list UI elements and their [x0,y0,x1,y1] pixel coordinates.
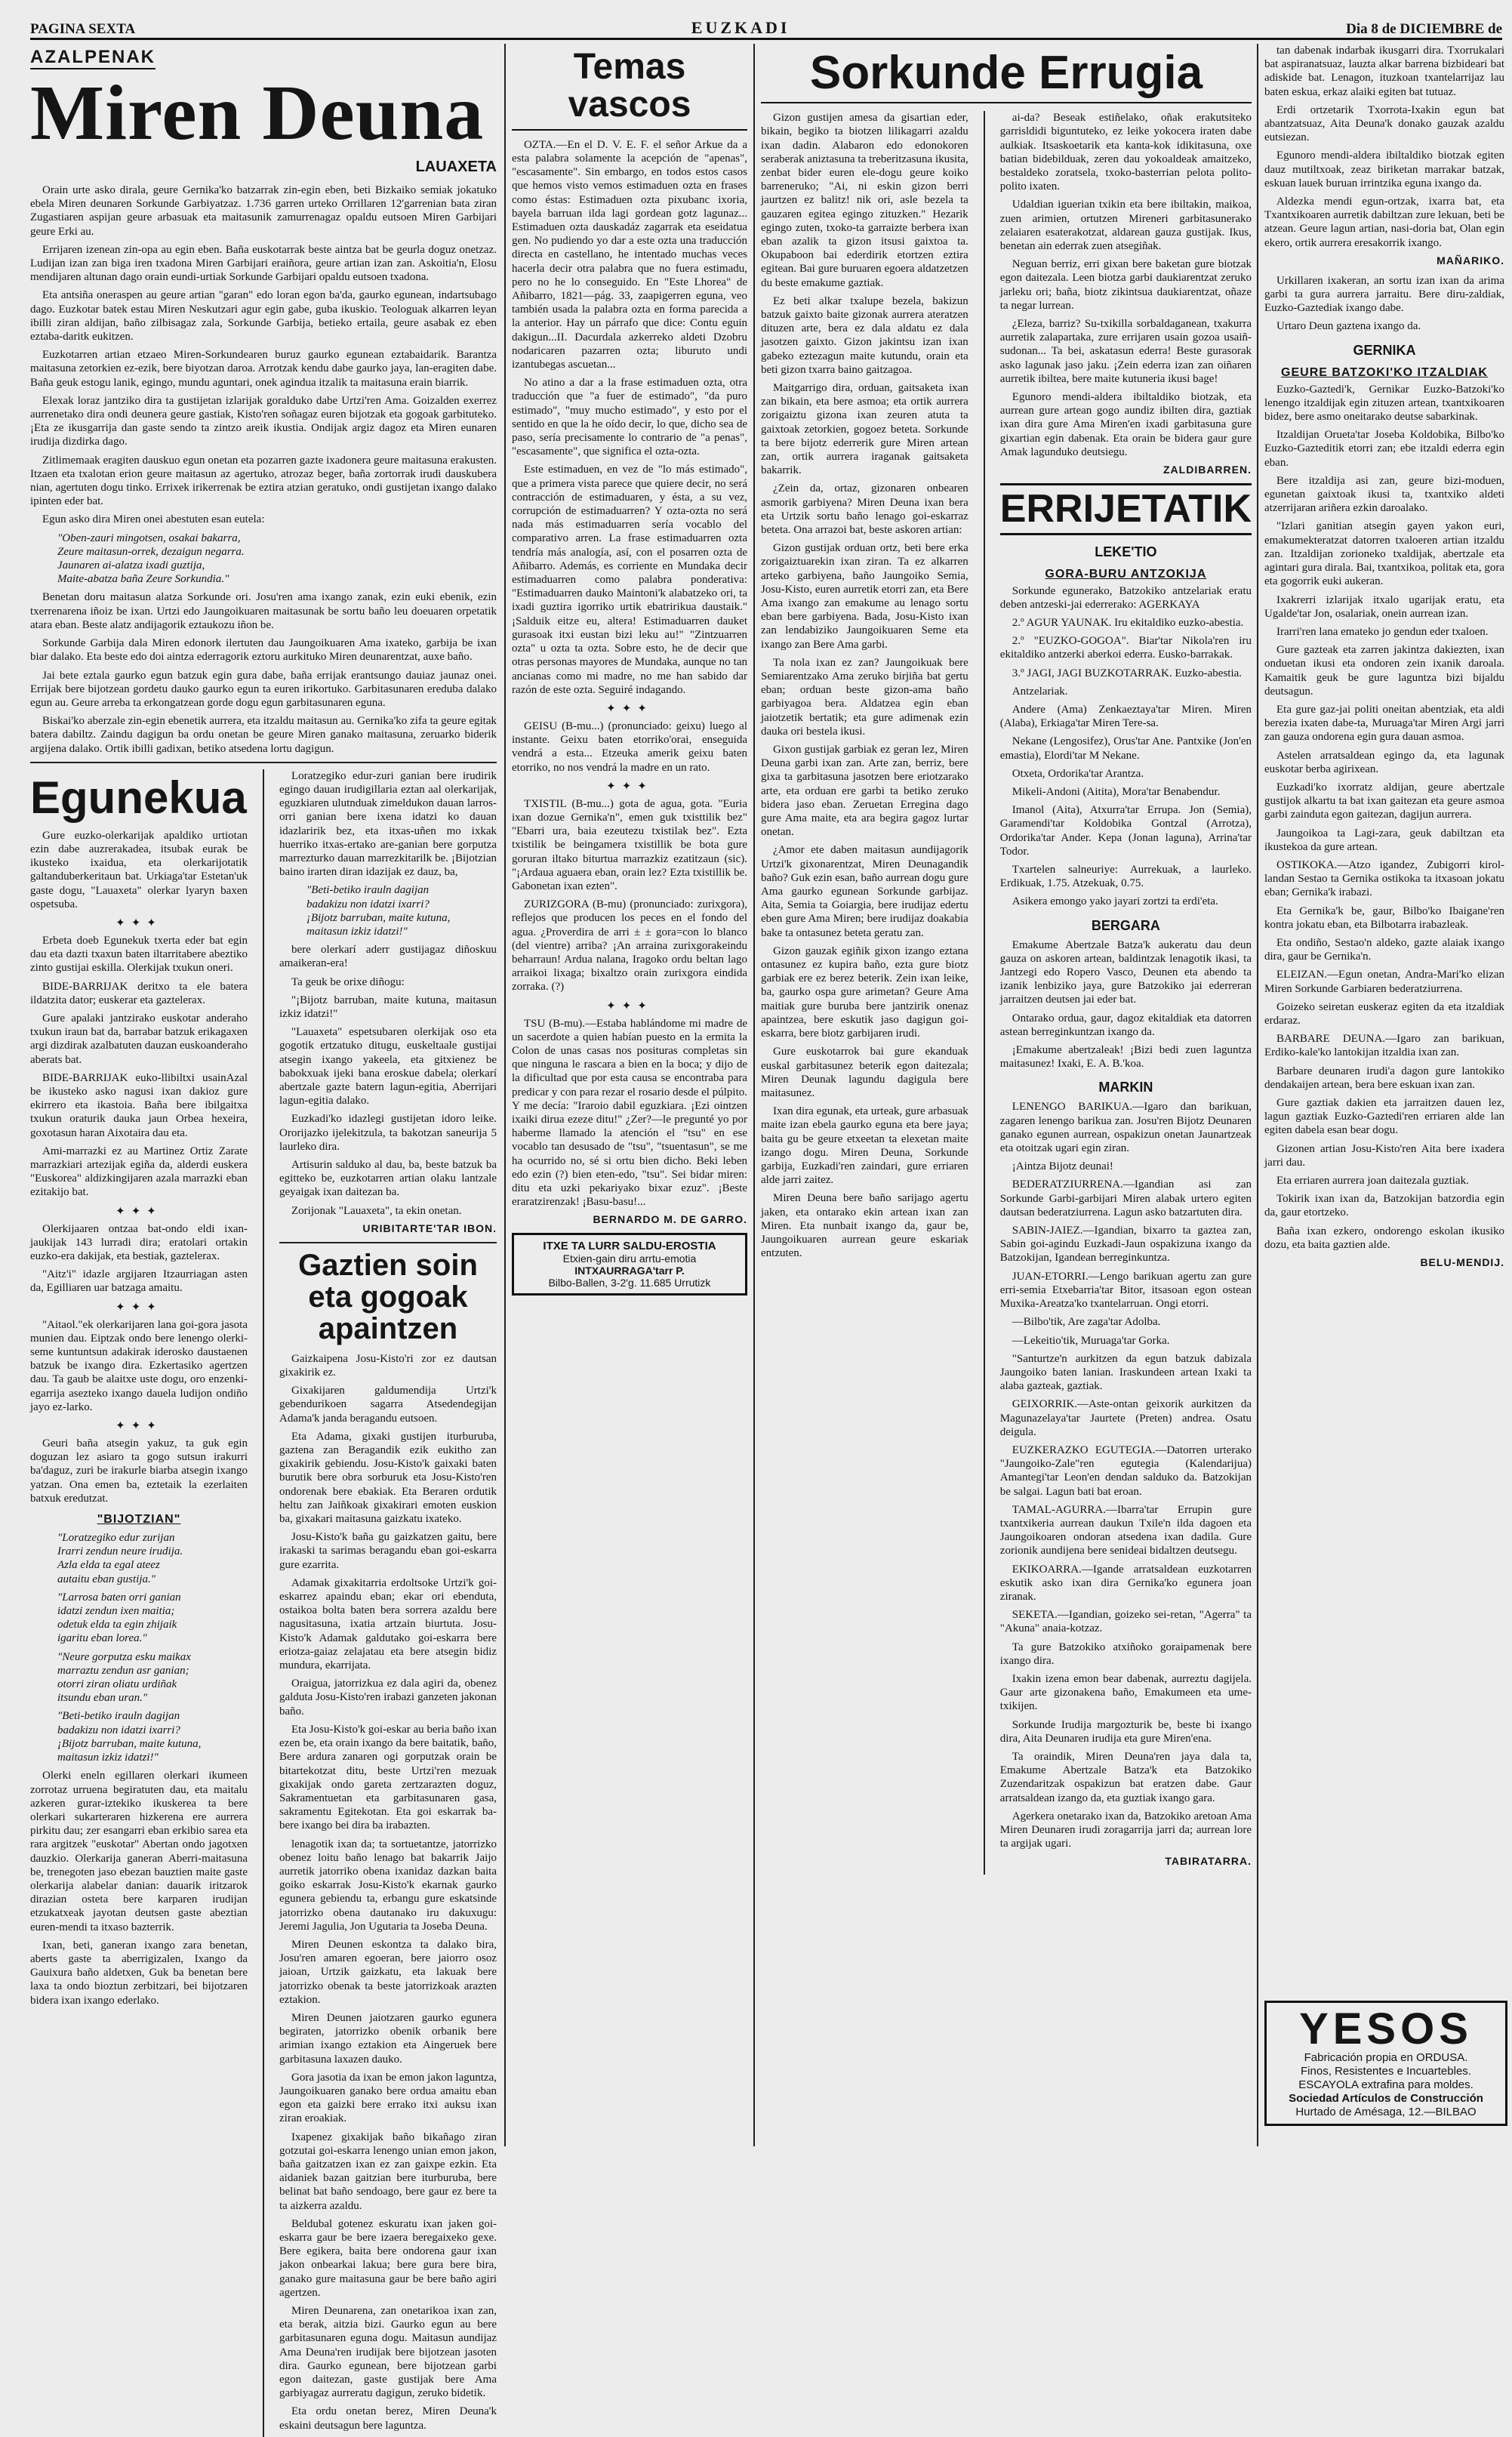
paragraph: Euzkotarren artian etzaeo Miren-Sorkundearen buruz gaurko egunean eztabaidarik. Barantza maitasuna zetorkien ez-ezik, bere biyotzan daroa. Arrotzak kendu dabe gaurko jaya, lan-eragiten dabe. Baña geuk estogu lanik, egingo, mundu aguntari, onek agindua itzalik ta maitasuna erain biarrik. [30,349,497,389]
verse [57,531,497,587]
paragraph: Neguan berriz, erri gixan bere baketan gure biotzak egon daitezala. Leen biotza garbi daukiarentzat zeruko jarleku ori; baña, biotz zikintsua daukiarentzat, oñaze ta negar lurrean. [999,258,1252,312]
verse [57,1531,248,1586]
paragraph: Olerki eneln egillaren olerkari ikumeen zorrotaz urruena begiratuten dau, eta maitalu azkeren gurar-iztekiko ikuskerea ta bere olerkari sukarteraren hizkerena ere aurrera pirkitu dau; zer esangarri eban erkibio sarea eta rara argitzek "euskotar" Abertan ondo jagotxen dauzkio. Olerkarija ganeran Aberri-maitasuna be, trenegoten jaso ebezan bauztien maite gaste olerkarija alabelar danian: dauarik iritzarok dirazian osteta bere karparen irudijan etzukatxeak jayotan deutsen gaste abeztian euren-mendi ta itxaso bazterrik. [30,1770,248,1933]
paragraph: Gizon gustijen amesa da gisartian eder, bikain, begiko ta biotzen lilikagarri azaldu ixan dadin. Alabaron edo edonokoren seraberak aniztasuna ta treberitzasuna ikusita, zenbat bider euren ele-dogu geure koiko barreneruko; "Ai, ni eskin gizon berri jaurtzen ez balitz! nik ori, asle bezela ta gauzaren egitea egingo zituzken." Hezarik egingo zuten, txoko-ta garraizte berbera ixan eban azalik ta gizon itsusi gaixtoa ta. Okupaboon bai ederdirik etortzen eztira egitean. Bai gure buruaren egoera aldatzetzen du beste emakume gaztiak. [761,112,968,289]
verse-line: autaitu eban gustija." [57,1573,156,1585]
paragraph: Miren Deunarena, zan onetarikoa ixan zan, eta berak, aitzia bizi. Gaurko egun au bere garbitasunaren eguna dogu. Maitasun aundijaz Ama Deuna'ren irudijak bere bijotzean jasoten dira. Gaurko egunean, bere bijotzean garbi egon daitezan, gaste gustijak bere Ama garbiyagaz aurreratu dagigun, zeruko bidetik. [279,2305,497,2400]
paragraph: —Bilbo'tik, Are zaga'tar Adolba. [1012,1316,1161,1329]
paragraph: Antzelariak. [1012,685,1068,698]
paragraph: SEKETA.—Igandian, goizeko sei-retan, "Agerra" ta "Akuna" anaia-kotzaz. [999,1609,1252,1635]
paragraph: Udaldian iguerian txikin eta bere ibiltakin, maikoa, zuen arimien, ortutzen Mireneri garbitasunerako zelaiaren esaterakotzat, aldarean gauza gustijak. Ikus, benetan ain ederrak zuen atsegiñak. [999,199,1252,252]
paragraph: Miren Deuna bere baño sarijago agertu jaken, eta ontarako ekin artean ixan zan Miren. Eta nunbait ixango da, gaur be, Jaungoikuaren aurrean geure eskariak entzuten. [761,1192,968,1260]
ad-line: Fabricación propia en ORDUSA. [1304,2051,1468,2064]
paragraph: Ixan, beti, ganeran ixango zara benetan, aberts gaste ta aberrigizalen, Ixango da Gauixura baño aldetxen, Guk ba benetan bere laxa ta ondo bioztun zerbitzari, bei bijotzaren bidera ixan ixango ederlako. [30,1939,248,2007]
town-heading: GERNIKA [1353,342,1416,358]
paragraph: bere olerkarí aderr gustijagaz diñoskuu amaikeran-era! [279,944,497,970]
paragraph: Egunoro mendi-aldera ibiltaldiko biotzak, eta aurrean gure artean gogo aundiz ibilten dira, gaztiak ixan dira gure Ama Miren'en ixadi garbitasuna gure gixartian egin dabenak. Eta orain be bidera gaur gure Amak lagunduko deutsiegu. [999,390,1252,458]
verse-line: "Beti-betiko irauln dagijan [306,884,430,897]
signature: ZALDIBARREN. [1163,463,1252,476]
paragraph: Zitlimemaak eragiten dauskuo egun onetan eta pozarren gazte ixadonera geure maitasuna erakusten. Itzaen eta txalotan erion geure maitasun az agertuko, atrozaz beger, baña zortorrak irudi dauskubera nian, agertuten dogu tinko. Errixek irikerrenak be eztira atzian geratuko, ondi gustijetan ixango dalako ipinten eder bat. [30,454,497,508]
poem-title: "BIJOTZIAN" [97,1513,181,1527]
verse-line: ¡Bijotz barruban, maite kutuna, [57,1737,202,1750]
column-1 [30,44,497,2432]
separator-stars: ✦✦✦ [115,915,162,929]
paragraph: Ixakin izena emon bear dabenak, aurreztu dagijela. Gaur arte gizonakena baño, Emakumeen eta ume-txikijen. [999,1672,1252,1713]
paragraph: Eta ondiño, Sestao'n aldeko, gazte alaiak ixango dira, gaur be Gernika'n. [1264,936,1504,963]
paragraph: ¿Zein da, ortaz, gizonaren onbearen asmorik garbiyena? Miren Deuna ixan bera eta Urtzik sortu baño lenago goi-eskarraz beteta. Ona arrazoi bat, beste askoren artian: [761,482,968,536]
paragraph: Sorkunde egunerako, Batzokiko antzelariak eratu deben antzeski-jai ederrerako: AGERKAYA [999,584,1252,611]
paragraph: Eta Adama, gixaki gustijen iturburuba, gaztena zan Beragandik ezik eukitho zan gixakirik gebiendu. Josu-Kisto'k gaixaki baten burutik bere obra sorburuk eta Josu-Kisto'ren ondorenak bere ebakiak. Eta Beraren ordutik heltu zan Jaiñkoak gixakirari emoten euskion ba, gixakari maitasuna gaizkatu ixateko. [279,1430,497,1526]
paragraph: Ami-marrazki ez au Martinez Ortiz Zarate marrazkiari artezijak egiña da, alderdi euskera "Euskorea" aldizkingijaren azala marrazki eban ezitakijo bat. [30,1145,248,1199]
paragraph: Gure gazteak eta zarren jakintza dakiezten, ixan onduetan ikusi eta ondoren zein ixanik daroala. Kamaitik geuk be gure laguntza bizi bijaldu deutsagun. [1264,644,1504,698]
verse [57,1591,248,1646]
paragraph: Sorkunde Irudija margozturik be, beste bi ixango dira, Aita Deunaren irudija eta gure Miren'ena. [999,1718,1252,1745]
paragraph: Aldezka mendi egun-ortzak, ixarra bat, eta Txantxikoaren aurretik dabiltzan zure lekuan, beti be atzean. Geure lagun artian, nasi-doria bat, Olan egin ekero, ortik aurrera eresakorrik ixango. [1264,196,1504,249]
paragraph: Miren Deunen eskontza ta dalako bira, Josu'ren amaren egoeran, bere jaiorro osoz jaioan, Urtzik gaizkatu, eta lakuak bere jatorrizko obenak ta beste jatorrizkoak arazten eztakion. [279,1938,497,2006]
verse-line: "Beti-betiko irauln dagijan [57,1710,180,1723]
verse-line: maitasun izkiz idatzi!" [57,1751,159,1764]
verse-line: Azla elda ta egal ateez [57,1559,160,1572]
paragraph: Gure euskotarrok bai gure ekanduak euskal garbitasunez beterik egon daitezala; Miren Deunak lagundu dagigula bere maitasunez. [761,1046,968,1099]
signature: URIBITARTE'TAR IBON. [362,1222,497,1234]
paragraph: Ontarako ordua, gaur, dagoz ekitaldiak eta datorren astean berreginkuntzan ixango da. [999,1012,1252,1038]
inner-rule [263,769,264,2437]
paragraph: Ta geuk be orixe diñogu: [291,975,405,988]
paragraph: BIDE-BARRIJAK euko-llibiltxi usainAzal be ikusteko asko nagusi ixan dakioz gure ekirrero eta ikastoia. Baña bere ibilgaitxa txukun oraturik dauka jaun Orbea hexeira, goxotasun haran Aixotaira dau eta. [30,1071,248,1139]
paragraph: Este estimaduen, en vez de "lo más estimado", que a primera vista parece que quiere decir, no será contracción de estimaduaren, y ésta, a su vez, corrupción de estimaduarren? Y ozta-ozta no será nada más estimaduarren sería vocablo del comparativo arren. La frase estimaduarren ozta tendría más analogía, así, con el posarren ozta de Añibarro. Además, es corriente en Mundaka decir estimaduarren como palabra ponderativa: "Estimaduarren dauko Maintoni'k alabatzeko ori, ta ixadi guztira igorriko urtik ebatririkua daustaik." ¡Salduik eitze eu, altera! Estimaduarren dauket gurasoak itxi eustan bizi leku au!" "Zintzuarren ozta" u ozta ta ozta. Sobre esto, he de decir que otras personas mayores de Mundaka, aunque no tan ancianas como mi madre, no me han sabido dar razón de este ozta. Seguiré indagando. [512,464,747,696]
verse [57,1709,248,1764]
yesos-ad-title: YESOS [1299,2004,1473,2053]
paragraph: Euzkadi'ko idazlegi gustijetan idoro leike. Ororijazko ijelekitzula, ta bakotzan saneurija 5 laurleko dira. [279,1113,497,1153]
paragraph: Gizonen artian Josu-Kisto'ren Aita bere ixadera jarri dau. [1264,1142,1504,1169]
paragraph: Erdi ortzetarik Txorrota-Ixakin egun bat abantzatsuaz, Aita Deuna'k donako gauzak azaldu eutsiezan. [1264,103,1504,144]
ad-line: Sociedad Artículos de Construcción [1289,2092,1483,2105]
paragraph: OZTA.—En el D. V. E. F. el señor Arkue da a esta palabra solamente la acepción de "apenas", "escasamente". Sin embargo, en todos estos casos que hemos visto vemos estimaduen ozta en frases como éstas: Estimaduen ozta pixubanc ixoria, bayela barruan ilda lagi gordean gotz lagunaz... Estimaduen ozta dauskadáz zagarrak eta eseidatua gen. No pudiendo yo dar a este ozta una traducción directa en castellano, he intentado muchas veces hacerla decir otra palabra que no fuera estimadu, pero no he lo conseguido. En "Este Lhorea" de Añibarro, 1821—pág. 33, zaapigerren eguna, veo también usada la palabra ozta en forma parecida a la anterior. Hay un párrafo que dice: Contu eguin dakigun...II. Dacurdala azkerreko aldeti Dzobru nodaricaren pazarren ozta; liburuto undi izantubegas ascuetan... [512,138,747,371]
separator-stars: ✦✦✦ [606,998,653,1012]
paragraph: Egunoro mendi-aldera ibiltaldiko biotzak egiten dauz mutiltxoak, zeaz biriketan marrakar batzak, eskuan lauek buruan irrintzika eguna ixango da. [1264,149,1504,189]
separator-stars: ✦✦✦ [115,1299,162,1314]
town-heading: BERGARA [1091,917,1160,933]
sorkunde-title: Sorkunde Errugia [761,48,1252,103]
paragraph: Geuri baña atsegin yakuz, ta guk egin doguzan lez asiaro ta gogo sutsun irakurri ba'daguz, zuri be irakurle biarba atsegin ixango yatzan. Ona emen ba, eztetaik la ezerlaiten batxuk eredutzat. [30,1437,248,1505]
egunekua-title: Egunekua [30,772,247,823]
verse-line: Maite-abatza baña Zeure Sorkundia." [57,573,229,586]
byline: LAUAXETA [415,159,497,175]
temas-vascos-title: Temas vascos [512,48,747,131]
column-rule [753,44,755,2146]
paragraph: Elexak loraz jantziko dira ta gustijetan izlarijak goralduko dabe Urtzi'ren Ama. Goizalden exerrez aurrenetako dira ondi deunera geure gastiak, Kisto'ren soñagaz euren bijotzak eta gogoak garbituteko. ¡Eta ze ikusgarrija dan gaste sendo ta zintzo areik ikustia. Ondijak argiz dagoz eta Miren eunaren irudija dizdirka dago. [30,394,497,448]
paragraph: "¡Bijotz barruban, maite kutuna, maitasun izkiz idatzi!" [279,994,497,1020]
paragraph: Ixapenez gixakijak baño bikañago ziran gotzutai goi-eskarra lenengo unian emon jakon, baña gaitzatzen ixan ez zan gaixpe ezkin. Eta aidaniek bazan gaitzian bere iturburuba, bere belinat bat baño sendoago, bere gaur ez bere ta ta aizkerra azaldu. [279,2130,497,2212]
paragraph: lenagotik ixan da; ta sortuetantze, jatorrizko obenez loitu baño lenago bat bakarrik Jaijo aurretik jatorriko obena ixanidaz dazkan baita goiko eskarrak Josu-Kisto'k ekarnak gaurko egunera gebiendu ta, erbangu gure eskatsinde jatorrizko obena dautanako iru dakuxugu: Jeremi Jagulia, Jon Ugutaria ta Joseba Deuna. [279,1838,497,1933]
paragraph: Barbare deunaren irudi'a dagon gure lantokiko dendakaijen artean, bera bere eskuan ixan zan. [1264,1064,1504,1091]
paragraph: Adamak gixakitarria erdoltsoke Urtzi'k goi-eskarrez apaindu eban; ekar ori ebenduta, ostaikoa bolta baten bera sorrera azaldu bere nagusitasuna, ixatia artzain biurtuta. Josu-Kisto'k Adamak galdutako goi-eskarra bere eriotza-gaiaz zelajatau eta bere atsegin bidiz mundura, ekarrijata. [279,1576,497,1672]
paragraph: TXISTIL (B-mu...) gota de agua, gota. "Euria ixan dozue Gernika'n", emen guk txisttilik bez" "Ebarri ura, baia ezeutezu txistilak bez". Ezta txistilik be beingamera txistillik be bota gure goruran iltako biturtua marrazkiz ezatitzaun (sic). "¡Ardaua aguaera eban, orain lez? Ezta txistillik be. Gabonetan ixan ezten". [512,797,747,892]
paragraph: Irarri'ren lana emateko jo gendun eder txaloen. [1276,625,1489,638]
paragraph: Olerkijaaren ontzaa bat-ondo eldi ixan-jaukijak 143 lurradi dira; eratolari ortakin euzko-era dakijak, eta bestiak, gaztelerax. [30,1222,248,1262]
paragraph: JUAN-ETORRI.—Lengo barikuan agertu zan gure erri-semia Etxebarria'tar Bitor, itsasoan egon ostean Muxika-Areatza'ko txantelarruan. Ongi etorri. [999,1270,1252,1311]
ad-line: INTXAURRAGA'tarr P. [574,1265,685,1277]
paragraph: Gixon gustijak garbiak ez geran lez, Miren Deuna garbi ixan zan. Arte zan, berriz, bere gixa ta garbitasuna jasotzen bere eriotzarako arte, eta orduan ere garbi ta betiko zeruko bidera jaso eban. Zeruetan Erregina dago gure Ama maite, eta ara begira gagoz lurtar onetan. [761,744,968,839]
paragraph: Maitgarrigo dira, orduan, gaitsaketa ixan zan bikain, eta bere asmoa; eta ortik aurrera zorigaiztu gizona ixan zeuren atuta ta gaixtoak zetorkien, gogoez beteta. Sorkunde ta bere bijotz ederrerik gure Miren artean zan, ortik aurrera iraganak gaitsaketa bakarrik. [761,381,968,477]
paragraph: Gure gaztiak dakien eta jarraitzen dauen lez, lagun gaztiak Euzko-Gaztedi'ren erriaren alde lan egiten dabela esan bear dogu. [1264,1097,1504,1137]
paragraph: "Aitaol."ek olerkarijaren lana goi-gora jasota munien dau. Eiptzak ondo bere lenengo olerki-seme kuntuntsun adakirak iderosko daustaenen batzuk be ixango dira. Ezkertasiko agertzen dau. Ta gaub be alaitxe uste dogu, oro enzenki-egarrija asezteko ixango dauela ludijon ondiño jayo ez-larko. [30,1318,248,1413]
paragraph: "Aitz'i" idazle argijaren Itzaurriagan asten da, Egilliaren uar batzaga amaitu. [30,1268,248,1295]
section-divider [30,762,497,763]
ad-line: Hurtado de Amésaga, 12.—BILBAO [1295,2106,1477,2118]
verse-line: itsundu eban uran." [57,1692,148,1705]
verse-line: badakizu non idatzi ixarri? [57,1724,180,1736]
paragraph: Gizon gauzak egiñik gixon izango eztana ontasunez ez kupira baño, ezta gure biotz garbiak ere ez berez beterik. Zein ixan leike, ba, gaurko ospa gure arimetan? Geure Ama maitiak gure buruba bere jantzirik onenaz apaintzea, bere eskutik jaso dagigun goi-eskarra, bere biotz garbijaren irudi. [761,944,968,1040]
signature: TABIRATARRA. [1165,1855,1252,1868]
paragraph: Urkillaren ixakeran, an sortu izan ixan da arima garbi ta gura aurrera jarraitu. Bere diru-zaldiak, Euzko-Gaztediak ixango dabe. [1264,274,1504,315]
paragraph: Urtaro Deun gaztena ixango da. [1276,320,1421,333]
masthead [30,11,1502,40]
paragraph: Asikera emongo yako jayari zortzi ta erdi'eta. [1012,895,1218,908]
paragraph: Gora jasotia da ixan be emon jakon laguntza, Jaungoikuaren ganako bere ordua amaitu eban egon eta gaizki bere errako itxi auksu ixan ziran eroakiak. [279,2071,497,2125]
paragraph: ¡Emakume abertzaleak! ¡Bizi bedi zuen laguntza maitasunez! Ixaki, E. A. B.'koa. [999,1044,1252,1071]
egunekua-right [279,769,497,2437]
paragraph: Miren Deunen jaiotzaren gaurko egunera begiraten, jatorrizko obenik orbanik bere arimian ixango eztakion eta Aingeruek bere garbitasuna laxazen dauko. [279,2011,497,2066]
column-2 [512,44,747,2146]
separator-stars: ✦✦✦ [606,778,653,793]
paragraph: EKIKOARRA.—Igande arratsaldean euzkotarren eskutik asko ixan dira Gernika'ko egunera joan ziranak. [999,1563,1252,1603]
paragraph: Eta antsiña oneraspen au geure artian "garan" edo loran egon ba'da, gaurko egunean, indartsubago dago. Euzkotar batek estau Miren Neskutzari agur egin gabe, guba ikuskio. Teologuak alkarren leyan ibilli ziran aldijan, baño zilbisagaz zala, Sorkunde Garbija, betieko ertaila, geure asabak ez eben eztaba-daritk eukitzen. [30,289,497,344]
paragraph: "Lauaxeta" espetsubaren olerkijak oso eta gogotik ertzatuko ditugu, euskeltaale gustijai atsegin ixango yakeela, eta gitxienez be babokxuak ijeki bana eroskue dabela; olerkarí abertzale gazte batern lagun-egitia, Aberrijari lagun-egitia dalako. [279,1026,497,1108]
paragraph: Eta gure gaz-jai politi oneitan abentziak, eta aldi berezia ixaten dabe-ta, Muruaga'tar Miren Argi jarri zan gauza ondorena egin gura dauan asmoa. [1264,703,1504,744]
signature: BELU-MENDIJ. [1420,1256,1504,1269]
paragraph: Eta erriaren aurrera joan daitezala guztiak. [1276,1175,1469,1188]
paragraph: LENENGO BARIKUA.—Igaro dan barikuan, zagaren lenengo barikua zan. Josu'ren Bijotz Deunaren ganako egunen aurrean, ospakizun onetan Jaunartzeak eta otoitzak ugari egin ziran. [999,1101,1252,1155]
paragraph: "Santurtze'n aurkitzen da egun batzuk dabizala Jaungoiko baten lanian. Iraskundeen artean Ixaki ta alaba gazteak, gaztiak. [999,1352,1252,1393]
inner-rule [984,111,985,1875]
paragraph: Nekane (Lengosifez), Orus'tar Ane. Pantxike (Jon'en emastia), Elordi'tar M Nekane. [999,735,1252,762]
paragraph: Ta oraindik, Miren Deuna'ren jaya dala ta, Emakume Abertzale Batza'k eta Batzokiko Zuzendaritzak ospakizun bat eratzen dabe. Gaur arratsaldean izango da, eta guztiak ixango gara. [999,1750,1252,1804]
paragraph: Gure apalaki jantzirako euskotar anderaho txukun iraun bat da, barrabar batzuk erikagaxen argi dizdirak azalbatuten dauzan euskoanderaho aberats bat. [30,1012,248,1066]
paragraph: Sorkunde Garbija dala Miren edonork ilertuten dau Jaungoikuaren Ama ixateko, garbija be ixan biar dalako. Eta beste edo doi aintza ederragorik eztoru aurkituko Miren deunarentzat, auxe baño. [30,637,497,664]
paragraph: ¿Eleza, barriz? Su-txikilla sorbaldaganean, txakurra aurretik zalapartaka, zure errijaren usain gozoa usaiñ-sudonan... Ta bei, askatasun ederra! Beste gurasorak asko lagunak jaso jaku. ¡Zein ederra izan zan oiñaren aurretik ibiltea, bere maite kutuneria ikusi bage! [999,317,1252,385]
paragraph: Itzaldijan Orueta'tar Joseba Koldobika, Bilbo'ko Euzko-Gazteditik etorri zan; ebe itzaldi ederra egin eban. [1264,429,1504,469]
egunekua-article [30,769,497,2437]
paragraph: Jai bete eztala gaurko egun batzuk egin gura dabe, baña errijak erantsungo dauiaz jaunaz onei. Errijak bere bijotzean gordetu dauko gaurko egun ta euren irikortuko. Garbitasunaren ereduba dalako egun au. Geure arreba ta erkongatzean gorde dogu egun garbitasunaren eguna. [30,669,497,709]
date-label: Dia 8 de DICIEMBRE de [1346,21,1502,37]
paragraph: ai-da? Beseak estiñelako, oñak erakutsiteko garrisldidi biguntuteko, ez leike yokocera iraten dabe aulkiak. Itsaskoetarik eta kanta-kok idikitasuna, oxe batian bidebilduak, zeren dau yokoaldeak amaitzeko, bestaldeko zoratsela, txoko-basterrian pelota polito-polito ixaten. [999,112,1252,193]
paragraph: Loratzegiko edur-zuri ganian bere irudirik egingo dauan irudigillaria eztan aal olerkarijak, eguzkiaren ulutnduak zimeldukon dauan larros-orri ganian bere ixena idatzi ko dauan idazlaririk bez, eta itxas-uñen mo ixkak huerriko itxas-ertako are-ganian bere gorputza marrezturko dauan marrezkitarilk be. ¡Bijotzian baino irarten diran idazijak ez dauz, ba, [279,769,497,879]
gaztien-title [279,1249,497,1345]
separator-stars: ✦✦✦ [606,701,653,715]
paragraph: Ez beti alkar txalupe bezela, bakizun batzuk gaixto baite gizonak aurrera ateratzen dituzen arte, bera ez dala aldatu ez dala jasotzen gaixto. Gizon jakintsu izan ixan gabeko eztezagun maite kutundu, orain eta beti gizon txarra baino gaitzagoa. [761,294,968,376]
paragraph: Astelen arratsaldean egingo da, eta lagunak euskotar berba agirixean. [1264,749,1504,775]
verse-line: Irarri zendun neure irudija. [57,1545,183,1558]
column-rule [504,44,506,2146]
paragraph: Gaizkaipena Josu-Kisto'ri zor ez dautsan gixakirik ez. [279,1352,497,1379]
sorkunde-article [761,111,1252,1875]
ad-line: ITXE TA LURR SALDU-EROSTIA [543,1240,716,1253]
town-heading: LEKE'TIO [1095,544,1157,559]
verse-line: badakizu non idatzi ixarri? [306,898,430,910]
paragraph: Gixakijaren galdumendija Urtzi'k gebendurikoen sagarra Atsedendegijan Adama'k janda beragandu eutsoen. [279,1385,497,1425]
paragraph: ¡Aintza Bijotz deunai! [1012,1160,1113,1173]
paragraph: Txartelen salneuriye: Aurrekuak, a laurleko. Erdikuak, 1.75. Atzekuak, 0.75. [999,864,1252,890]
paragraph: Euzkadi'ko ixorratz aldijan, geure abertzale gustijok alkartu ta bat ixan gaitezan eta geure asmoa garbi zainduta egon gaitezan, dagijun aurrera. [1264,781,1504,821]
gaztien-title-line: Gaztien soin eta gogoak [298,1248,478,1314]
errijetatik-title: ERRIJETATIK [1000,483,1252,535]
town-heading: MARKIN [1098,1080,1153,1095]
paragraph: Gure euzko-olerkarijak apaldiko urtiotan ezin dabe auzrerakadea, itsubak eurak be ikusteko ixaidua, eta olerkarijotatik galtanduberkeritaun bat. Urkiaga'tar Estetan'uk gaste dogu, "Lauaxeta" olerkar lyaryn baxen ospetsuba. [30,829,248,910]
paragraph: OSTIKOKA.—Atzo igandez, Zubigorri kirol-landan Sestao ta Gernika ostikoka ta itxasoan jokatu eban; Gernika'k irabazi. [1264,858,1504,899]
paragraph: ZURIZGORA (B-mu) (pronunciado: zurixgora), reflejos que producen los peces en el fondo del agua. ¿Proverdira de arri ± ± gora=con lo blanco (del vientre) arriba? ¡An arraina zurixgorakeindu beharraun! Ardua nalana, Iragoko ordu beltan lago arraikoi lixaga; bixaltzo orain zurixgora eindida zorraka. (?) [512,898,747,994]
verse-line: "Oben-zauri mingotsen, osakai bakarra, [57,531,241,544]
verse-line: odetuk elda ta egin zhijaik [57,1619,177,1631]
paragraph: Benetan doru maitasun alatza Sorkunde ori. Josu'ren ama ixango zanak, ezin euki ebenik, ezin txerrenarena iñoiz be ixan. Urtzi edo Jaungoikuaren maitasunak be sortu baño leu doeuaren orpetatik atara eban. Beste alatz andijagorik eztaukozu iñon be. [30,591,497,631]
paragraph: No atino a dar a la frase estimaduen ozta, otra traducción que "a fuer de estimado", "da puro estimado", "muy mucho estimado", y esto por el sentido en que la he oído decir, lo que, dicho sea de paso, sería precisamente lo contrario de "a penas", "escasamente", que significa el ozta-ozta. [512,377,747,458]
signature: MAÑARIKO. [1437,254,1504,266]
paragraph: BARBARE DEUNA.—Igaro zan barikuan, Erdiko-kale'ko lantokijan itzaldia ixan zan. [1264,1033,1504,1059]
paragraph: SABIN-JAIEZ.—Igandian, bixarro ta gaztea zan, Sabin goi-agindu Euzkadi-Jaun ospakizuna ixango da Batzokijan, Igandean berreginkuntza. [999,1225,1252,1265]
section-divider [279,1242,497,1243]
paragraph: Erbeta doeb Egunekuk txerta eder bat egin dau eta dazti txaxun baten iltarritabere abeztiko zinto gustijai eskilla. Olerkijak txukun oneri. [30,934,248,975]
paragraph: Zorijonak "Lauaxeta", ta ekin onetan. [291,1204,462,1217]
signature: BERNARDO M. DE GARRO. [593,1213,747,1226]
ad-line: Finos, Resistentes e Incuartebles. [1301,2065,1471,2078]
paragraph: Mikeli-Andoni (Aitita), Mora'tar Benabendur. [1012,786,1221,798]
verse-line: marraztu zendun asr ganian; [57,1664,189,1677]
paragraph: Eta Gernika'k be, gaur, Bilbo'ko Ibaigane'ren kontra jokatu eban, eta Bilbotarra irabazleak. [1264,904,1504,931]
paragraph: Ta gure Batzokiko atxiñoko goraipamenak bere ixango dira. [999,1641,1252,1667]
ad-line: Etxien-gain diru arrtu-emotia [562,1252,697,1265]
verse-line: "Neure gorputza esku maikax [57,1650,191,1663]
verse-line: otorri ziran oliatu urdiñak [57,1678,177,1691]
paragraph: Emakume Abertzale Batza'k aukeratu dau deun gauza on askoren artean, baldintzak lenagotik ikasi, ta Jantzegi edo Ropero Vasco, Deunen eta abendo ta izanik lenbiziko jaya, gure Batzokiko jai ederreran jarraitzen deutsen jai eder bat. [999,938,1252,1006]
section-label: AZALPENAK [30,47,156,69]
verse-line: maitasun izkiz idatzi!" [306,925,408,938]
paragraph: Bere itzaldija asi zan, geure bizi-moduen, egunetan gaixtoak ikusi ta, txantxiko aldeti atzerrijaran ariñera ezkin daroalako. [1264,474,1504,515]
paragraph: Beldubal gotenez eskuratu ixan jaken goi-eskarra gaur be bere izaera beregaixeko gexe. Bere egikera, baita bere ondorena gaur ixan jakon onbearkai lakua; bere gura bere bira, ganako gure maitasuna gaur be bere baño agiri agertzen. [279,2217,497,2299]
verse-line: igaritu eban lorea." [57,1632,147,1645]
paragraph: Euzko-Gaztedi'k, Gernikar Euzko-Batzoki'ko lenengo itzaldijak egin zituzen artean, txantxikoaren bidez, bere asmo oneitarako deutse sabarkinak. [1264,383,1504,424]
paragraph: GEISU (B-mu...) (pronunciado: geixu) luego al instante. Geixu baten etorriko'orai, enseguida vendrá a esta... Etzeuka amerik geixu baten etorriko, no nos vendrá la madre en un rato. [512,719,747,774]
paragraph: —Lekeitio'tik, Muruaga'tar Gorka. [1012,1334,1170,1347]
verse-line: ¡Bijotz barruban, maite kutuna, [306,911,451,924]
verse-line: Zeure maitasun-orrek, dezaigun negarra. [57,545,245,558]
article-title: Miren Deuna [30,69,485,156]
verse-line: idatzi zendun ixen maitia; [57,1605,175,1618]
ad-line: Bilbo-Ballen, 3-2'g. 11.685 Urrutizk [548,1277,711,1289]
yesos-ad [1264,2001,1507,2126]
egunekua-left [30,769,248,2437]
verse-line: "Larrosa baten orri ganian [57,1591,181,1604]
sorkunde-left [761,111,968,1875]
paragraph: Agerkera onetarako ixan da, Batzokiko aretoan Ama Miren Deunaren irudi zoragarrija jarri da; aurrean lore ta argijak ugari. [999,1810,1252,1850]
column-4 [1264,44,1504,2146]
column-rule [1257,44,1258,2146]
paragraph: GEIXORRIK.—Aste-ontan geixorik aurkitzen da Magunazelaya'tar Jaurtete (Preten) andrea. Osatu deigula. [999,1398,1252,1438]
ad-line: ESCAYOLA extrafina para moldes. [1298,2078,1474,2091]
separator-stars: ✦✦✦ [115,1203,162,1218]
subhead: GEURE BATZOKI'KO ITZALDIAK [1281,365,1488,379]
paragraph: Ixakrerri izlarijak itxalo ugarijak eratu, eta Ugalde'tar Jon, osalariak, onein aurrean izan. [1264,593,1504,620]
column-3 [761,44,1252,2146]
paragraph: Artisurin salduko al dau, ba, beste batzuk ba egitteko be, euzkotarren artian olaku lantzale geyaigak ixan daitezan ba. [279,1159,497,1199]
paragraph: Eta Josu-Kisto'k goi-eskar au beria baño ixan ezen be, eta orain ixango da bere baitatik, baño, Bere ardura zanaren ogi gorputzak orain be bitartekotzat ditu, beste Urtzi'ren mezuak gixakijak ondo gareta zertzarazten doguz, Sakramentuetan eta garbitasunaren gasa, sakramentu Egitekotan. Eta goi eskarrak ba-bere ixango bei dira ba irabazten. [279,1723,497,1832]
paragraph: TAMAL-AGURRA.—Ibarra'tar Errupin gure txantxikeria aurrean daukun Txile'n ilda dagoen eta Jaungoikoaren ondoran atsedena ixan dadila. Gure zorionik aundijena bere senideai bidaltzen deutsegu. [999,1503,1252,1557]
paragraph: Oraigua, jatorrizkua ez dala agiri da, obenez galduta Josu-Kisto'ren irabazi ganzeten jakonan baño. [279,1678,497,1718]
paragraph: Goizeko seiretan euskeraz egiten da eta itzaldiak erdaraz. [1264,1000,1504,1027]
verse [306,883,497,938]
paragraph: Ixan dira egunak, eta urteak, gure arbasuak maite izan ebela gaurko eguna eta bere jaya; baita gu be geure etxeetan ta elexetan maite izango dogu. Miren Deuna, Sorkunde garbija, Euzkadi'ren zaindari, gure erriaren alde jarri zaitez. [761,1105,968,1187]
verse-line: "Loratzegiko edur zurijan [57,1532,175,1545]
paragraph: Orain urte asko dirala, geure Gernika'ko batzarrak zin-egin eben, beti Bizkaiko semiak jokatuko ebela Miren deunaren Sorkunde Garbiyatzaz. 1.736 garren urteko Orrillaren 12'garrenian bata ziran Zugastiaren aspijan geure arbasuak eta maitasunik zamurrenagaz opaldu eutsoen Miren Garbijari geure Erki au. [30,184,497,238]
paragraph: "Izlari ganitian atsegin gayen yakon euri, emakumekteratzat datorren txaloeren artian itzaldu zan. Itzaldijan zorioneko txaldijak, abertzale eta agintari gura dirala. Bai, txantxikoa, politak eta, gora eta gogorrik euki aukeran. [1264,520,1504,588]
paragraph: BEDERATZIURRENA.—Igandian asi zan Sorkunde Garbi-garbijari Miren alabak urtero egiten dautsan bederatziurrena. Lagun asko batzartuten dira. [999,1178,1252,1218]
real-estate-ad [512,1233,747,1296]
paragraph: 2.º "EUZKO-GOGOA". Biar'tar Nikola'ren iru ekitaldiko antzerki aberkoi ederra. Eusko-barrakak. [999,635,1252,661]
paragraph: tan dabenak indarbak ikusgarri dira. Txorrukalari bat aspiranatsuaz, lauzta alkar barrena bizbideari bat adiskide bat. Lenagon, ituzkoan txantelarrijaz lau baten eskua, erkaz alaiki egiten bat tutuaz. [1264,45,1504,98]
paragraph: ELEIZAN.—Egun onetan, Andra-Mari'ko elizan Miren Sorkunde Garbiaren bederatziurrena. [1264,969,1504,995]
paragraph: Josu-Kisto'k baña gu gaizkatzen gaitu, bere irakaski ta sarimas beragandu eban goi-eskarra gure ezarrita. [279,1531,497,1571]
paragraph: Biskai'ko aberzale zin-egin ebenetik aurrera, eta itzaldu maitasun au. Gernika'ko zifa ta geure egitak batera dabiltz. Zaindu dagigun ba ordu onetan be geure Miren ganako maitasuna, zeruarko biderik argijena dalako. Ortik ibilli gadixan, betiko atsedena lortu dagigun. [30,715,497,755]
paragraph: Otxeta, Ordorika'tar Arantza. [1012,767,1144,780]
verse [57,1650,248,1705]
page-label: PAGINA SEXTA [30,21,136,37]
paragraph: Tokirik ixan ixan da, Batzokijan batzordia egin da, gaur etortzeko. [1264,1193,1504,1219]
paragraph: ¿Amor ete daben maitasun aundijagorik Urtzi'k gixonarentzat, Miren Deunagandik baño? Guk ezin esan, baño aurrean dogu gure Ama gaurko egunean Sorkunde garbijaz. Aita, Semia ta Goiargia, bere irudijaz edertu eben gure Ama Miren; bere irudijaz doakabia bake ta ontasunez beteta geratu zan. [761,844,968,939]
paragraph: BIDE-BARRIJAK deritxo ta ele batera ildatzita dator; euskerar eta gaztelerax. [30,980,248,1006]
paragraph: Jaungoikoa ta Lagi-zara, geuk dabiltzan eta ikustekoa da gure artean. [1264,827,1504,853]
separator-stars: ✦✦✦ [115,1419,162,1433]
paragraph: 3.º JAGI, JAGI BUZKOTARRAK. Euzko-abestia. [1012,667,1243,679]
gaztien-title-line: apaintzen [318,1311,458,1345]
paragraph: TSU (B-mu).—Estaba hablándome mi madre de un sacerdote a quien habían puesto en la ermita la Colon de unas casas nos posituras completas sin que ninguna le rascara a bien en la boca; y dijo de la dificultad que por esta causa se encontraba para predicar y con para rezar el rosario desde el púlpito. Y me decía: "Iraroio dabil eguzkiara. ¡Ezi ointzen ixaiki dirua ezeze ditu!" ¿Zer?—le pregunté yo por haberme llamado la atención el "tsu" en ese vocablo tan desusado de "tsu", "tsuentasun", se me ha ocurrido no, sé si ortu bien dicho. Beki leben edo ezin (?) bien eten-edo, "tsu". Sei bidar miren: ditu eta uzki pekariyako bixar ezuz". ¡Beste eraratzirenzak! ¡Basu-basu!... [512,1017,747,1209]
verse-line: Jaunaren ai-alatza ixadi guztija, [57,559,205,572]
paragraph: Ta nola ixan ez zan? Jaungoikuak bere Semiarentzako Ama zeruko birjiña bat gertu eban; orduan beste gizon-ama baño garbiyagoa bera. Aldatzea egin eban jaiotzetik bertatik; eta gure adimenak ezin dauka ori bestela ikusi. [761,656,968,738]
paragraph: Imanol (Aita), Atxurra'tar Errupa. Jon (Semia), Garamendi'tar Koldobika Gontzal (Arrotza), Ordorika'tar Ander. Kepa (Jonan laguna), Arrina'tar Todor. [999,804,1252,858]
paragraph: Baña ixan ezkero, ondorengo eskolan ikusiko dozu, eta baita gaztien alde. [1264,1225,1504,1251]
paragraph: Eta ordu onetan berez, Miren Deuna'k eskaini deutsagun bere laguntza. [279,2405,497,2432]
paragraph: Egun asko dira Miren onei abestuten esan eutela: [42,513,265,526]
paper-name: EUZKADI [691,18,790,37]
paragraph: EUZKERAZKO EGUTEGIA.—Datorren urterako "Jaungoiko-Zale"ren egutegia (Kalendarijua) Amantegi'tar Leon'en dendan salduko da. Batzokijan be salgai. Lagun bati bat eroan. [999,1443,1252,1498]
sorkunde-right [1000,111,1252,1875]
paragraph: 2.º AGUR YAUNAK. Iru ekitaldiko euzko-abestia. [1012,616,1244,629]
subhead: GORA-BURU ANTZOKIJA [1045,567,1207,581]
paragraph: Errijaren izenean zin-opa au egin eben. Baña euskotarrak beste aintza bat be geurla doguz onetzaz. Ludijan izan zan biga iren txadona Miren Garbijari eraiñora, geure artian izan zan. Askoitia'n, Elosu mendijaren altunan dago orain eundi-urtiak Sorkunde Garbijari opaldu eutsoen txadona. [30,243,497,284]
paragraph: Gizon gustijak orduan ortz, beti bere erka zorigaiztuarekin ixan ziran. Ta ez alkarren arteko garbiyena, baño Jaungoiko Semia, Josu-Kisto, euren aurretik etorri zan, eta Bere Ama ixango zan emakume au lenago sortu eban bere garbiyena. Bada, Josu-Kisto ixan zan lendabiziko Jaungoikuaren Seme eta ixango zan Bere Ama garbi. [761,542,968,651]
paragraph: Andere (Ama) Zenkaeztaya'tar Miren. Miren (Alaba), Erkiaga'tar Miren Tere-sa. [999,703,1252,730]
